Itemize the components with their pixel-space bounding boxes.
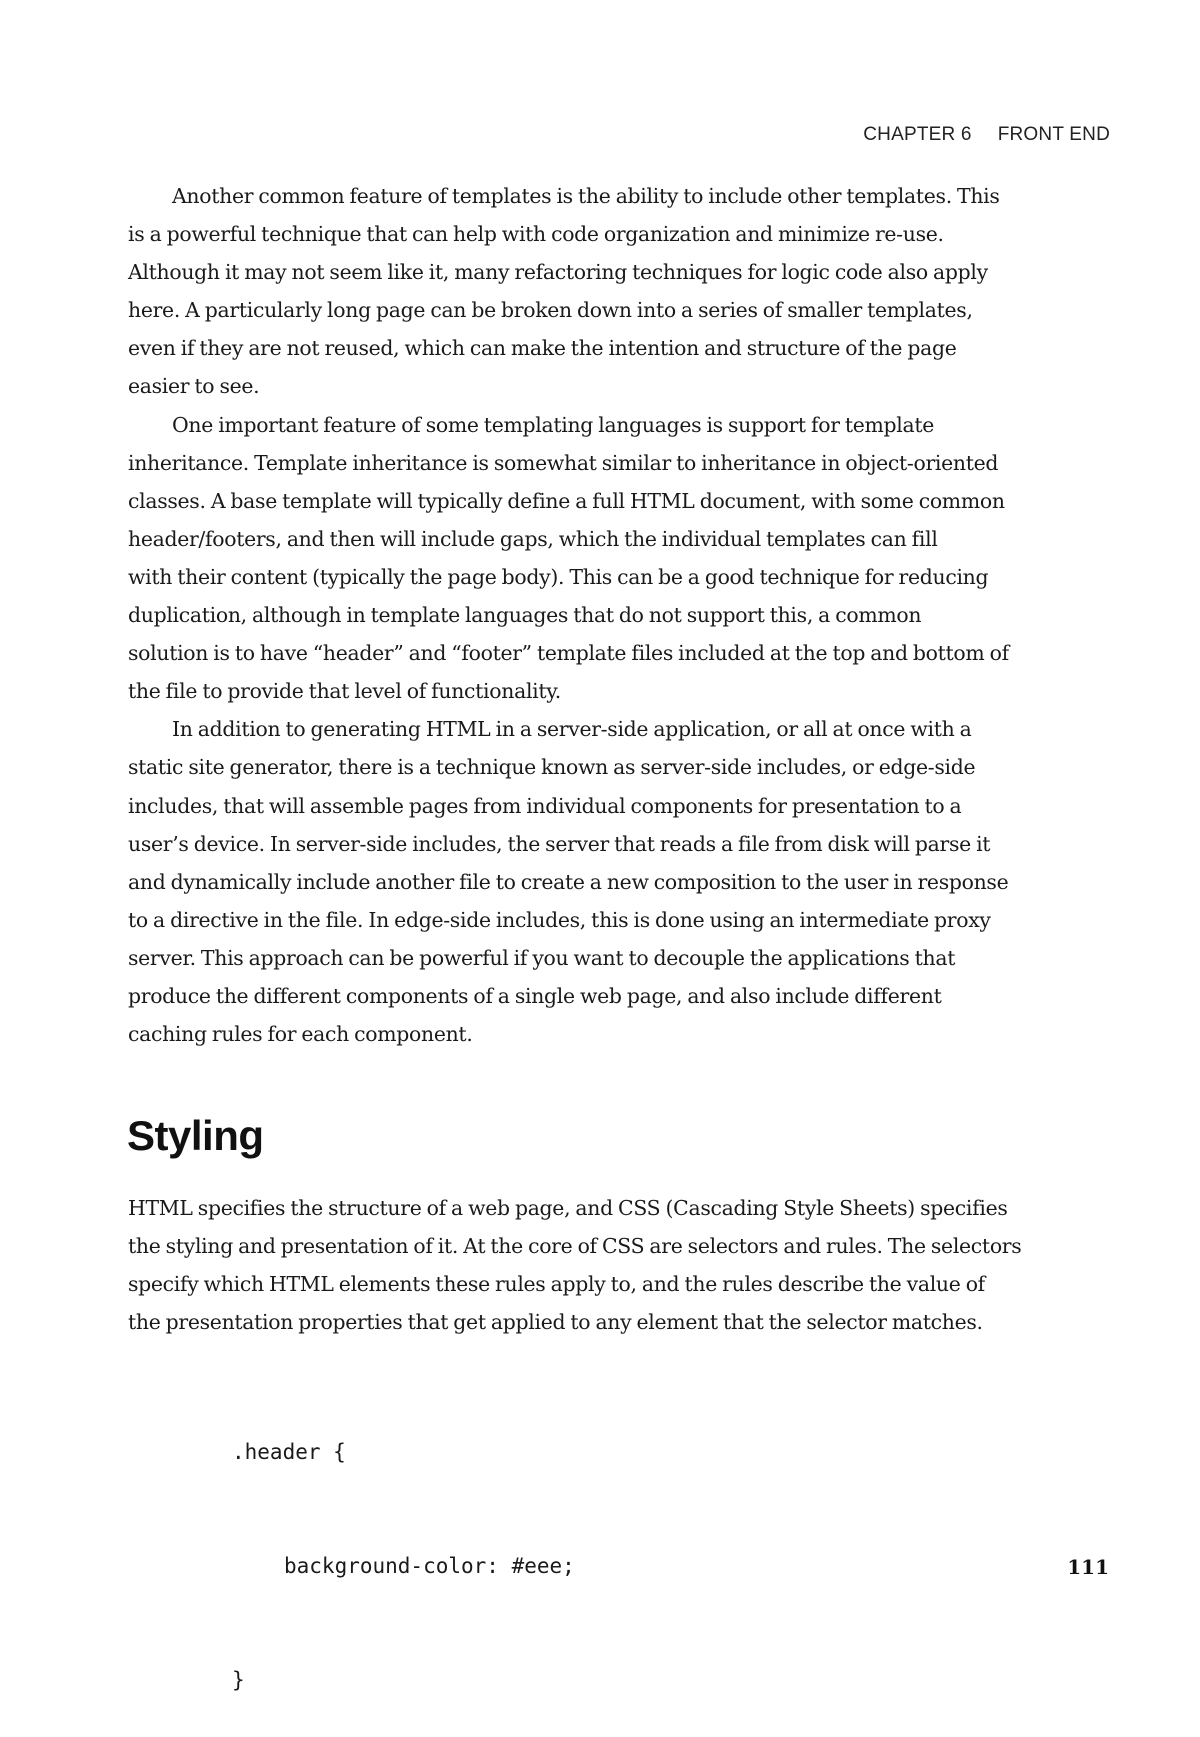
text-line: to a directive in the file. In edge-side includes, this is done using an intermediate proxy bbox=[128, 907, 991, 932]
text-line: classes. A base template will typically define a full HTML document, with some common bbox=[128, 488, 1005, 513]
body-text bbox=[128, 177, 1118, 1053]
section-label: FRONT END bbox=[997, 124, 1110, 145]
text-line: includes, that will assemble pages from individual components for presentation to a bbox=[128, 793, 962, 818]
text-line: solution is to have “header” and “footer” template files included at the top and bottom of bbox=[128, 641, 1009, 666]
paragraph-styling bbox=[128, 1189, 1118, 1341]
text-line: specify which HTML elements these rules apply to, and the rules describe the value of bbox=[128, 1272, 985, 1297]
text-line: even if they are not reused, which can make the intention and structure of the page bbox=[128, 336, 957, 361]
text-line: Another common feature of templates is the ability to include other templates. This bbox=[172, 184, 1000, 208]
code-line: background-color: #eee; bbox=[284, 1554, 575, 1578]
text-line: In addition to generating HTML in a server-side application, or all at once with a bbox=[172, 717, 972, 742]
page-number: 111 bbox=[1067, 1555, 1109, 1579]
text-line: user’s device. In server-side includes, the server that reads a file from disk will parse it bbox=[128, 831, 991, 856]
code-line: } bbox=[232, 1668, 245, 1692]
text-line: caching rules for each component. bbox=[128, 1022, 473, 1047]
running-header bbox=[863, 124, 1110, 146]
text-line: Although it may not seem like it, many refactoring techniques for logic code also apply bbox=[128, 260, 988, 285]
text-line: inheritance. Template inheritance is somewhat similar to inheritance in object-oriented bbox=[128, 450, 999, 475]
text-line: easier to see. bbox=[128, 374, 260, 399]
text-line: the styling and presentation of it. At the core of CSS are selectors and rules. The selectors bbox=[128, 1234, 1022, 1259]
text-line: with their content (typically the page body). This can be a good technique for reducing bbox=[128, 564, 989, 589]
code-line: .header { bbox=[232, 1440, 346, 1464]
text-line: server. This approach can be powerful if you want to decouple the applications that bbox=[128, 945, 956, 970]
text-line: the presentation properties that get applied to any element that the selector matches. bbox=[128, 1310, 983, 1335]
section-heading-styling: Styling bbox=[127, 1112, 264, 1159]
code-block bbox=[232, 1357, 575, 1737]
text-line: and dynamically include another file to create a new composition to the user in response bbox=[128, 869, 1009, 894]
text-line: produce the different components of a single web page, and also include different bbox=[128, 983, 942, 1008]
text-line: is a powerful technique that can help with code organization and minimize re-use. bbox=[128, 222, 944, 247]
text-line: header/footers, and then will include gaps, which the individual templates can fill bbox=[128, 526, 938, 551]
text-line: duplication, although in template languages that do not support this, a common bbox=[128, 603, 922, 628]
text-line: One important feature of some templating languages is support for template bbox=[172, 412, 935, 437]
text-line: static site generator, there is a technique known as server-side includes, or edge-side bbox=[128, 755, 976, 780]
chapter-label: CHAPTER 6 bbox=[863, 124, 972, 145]
text-line: the file to provide that level of functionality. bbox=[128, 679, 561, 704]
paragraph-server-side-includes bbox=[128, 710, 1118, 1053]
text-line: HTML specifies the structure of a web page, and CSS (Cascading Style Sheets) specifies bbox=[128, 1196, 1008, 1220]
paragraph-template-inheritance bbox=[128, 406, 1118, 711]
paragraph-templates-include bbox=[128, 177, 1118, 406]
text-line: here. A particularly long page can be broken down into a series of smaller templates, bbox=[128, 298, 973, 323]
